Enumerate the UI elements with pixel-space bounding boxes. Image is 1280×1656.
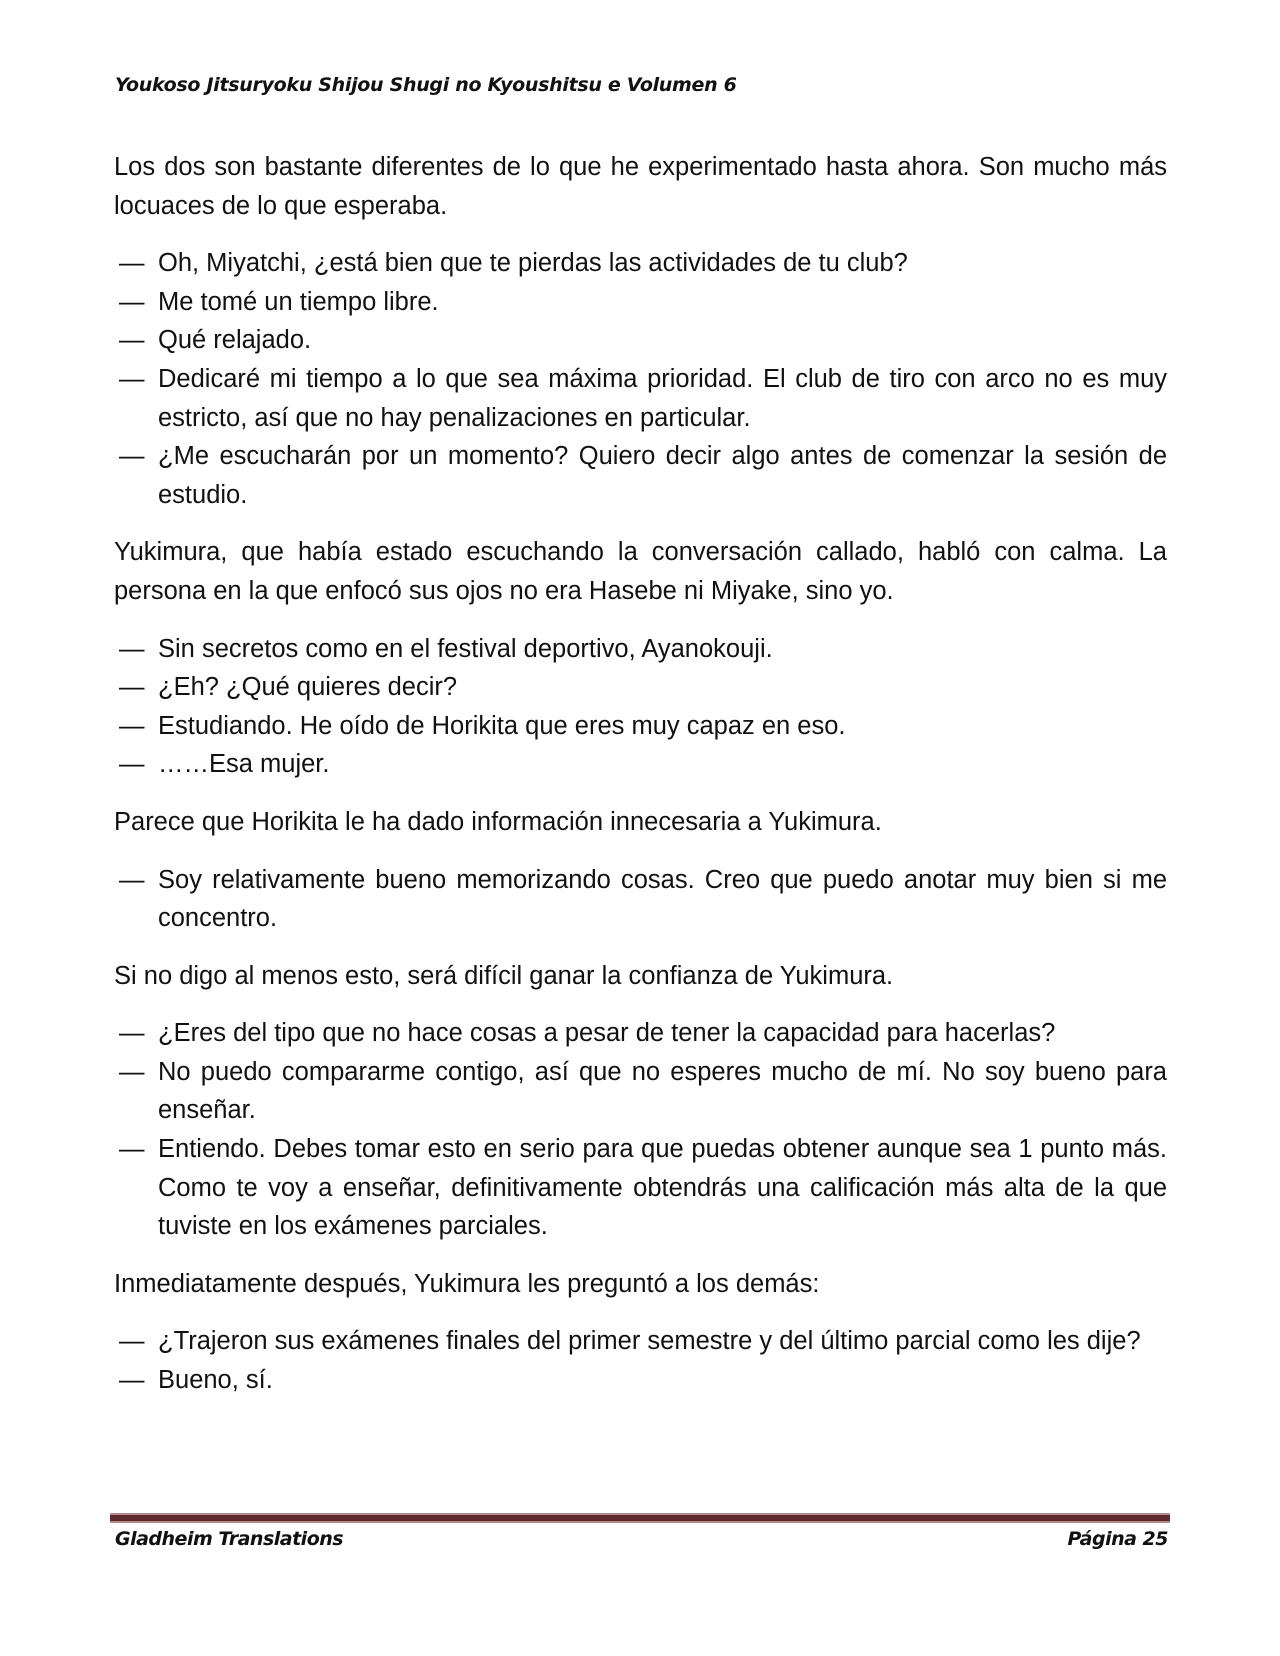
dialogue-line <box>114 437 1167 514</box>
page-number: Página 25 <box>1067 1528 1168 1550</box>
dialogue-dash: — <box>119 1327 145 1356</box>
narration-paragraph: Los dos son bastante diferentes de lo que he experimentado hasta ahora. Son mucho más locuaces de lo que esperaba. <box>114 153 1167 220</box>
dialogue-block <box>114 630 1167 784</box>
dialogue-line <box>114 283 1167 322</box>
dialogue-text: ¿Me escucharán por un momento? Quiero decir algo antes de comenzar la sesión de estudio. <box>158 442 1167 509</box>
dialogue-dash: — <box>119 249 145 278</box>
dialogue-text: Bueno, sí. <box>158 1366 273 1395</box>
narration-paragraph: Si no digo al menos esto, será difícil ganar la confianza de Yukimura. <box>114 961 894 990</box>
dialogue-line <box>114 360 1167 437</box>
dialogue-dash: — <box>119 1135 145 1164</box>
dialogue-dash: — <box>119 442 145 471</box>
footer-publisher: Gladheim Translations <box>115 1528 344 1550</box>
dialogue-block <box>114 244 1167 514</box>
running-header: Youkoso Jitsuryoku Shijou Shugi no Kyoushitsu e Volumen 6 <box>115 74 737 96</box>
dialogue-line <box>114 745 1167 784</box>
dialogue-dash: — <box>119 711 145 740</box>
dialogue-line <box>114 707 1167 746</box>
dialogue-block <box>114 1322 1167 1399</box>
dialogue-line <box>114 1361 1167 1400</box>
dialogue-text: Soy relativamente bueno memorizando cosas. Creo que puedo anotar muy bien si me concentro. <box>158 865 1167 933</box>
dialogue-line <box>114 1322 1167 1361</box>
dialogue-text: No puedo compararme contigo, así que no esperes mucho de mí. No soy bueno para enseñar. <box>158 1057 1167 1125</box>
dialogue-text: Oh, Miyatchi, ¿está bien que te pierdas las actividades de tu club? <box>158 249 908 278</box>
dialogue-dash: — <box>119 673 145 702</box>
dialogue-text: Entiendo. Debes tomar esto en serio para que puedas obtener aunque sea 1 punto más. Como te voy a enseñar, definitivamente obtendrás una calificación más alta de la que tuviste en los exámenes parciales. <box>158 1135 1167 1241</box>
dialogue-text: Estudiando. He oído de Horikita que eres muy capaz en eso. <box>158 711 846 740</box>
dialogue-line <box>114 630 1167 669</box>
narration-paragraph: Yukimura, que había estado escuchando la conversación callado, habló con calma. La persona en la que enfocó sus ojos no era Hasebe ni Miyake, sino yo. <box>114 538 1167 605</box>
footer-rule <box>110 1513 1170 1523</box>
dialogue-dash: — <box>119 1366 145 1395</box>
narration-paragraph: Inmediatamente después, Yukimura les preguntó a los demás: <box>114 1269 820 1298</box>
dialogue-text: ……Esa mujer. <box>158 750 330 779</box>
dialogue-block <box>114 861 1167 938</box>
dialogue-line <box>114 244 1167 283</box>
dialogue-text: Dedicaré mi tiempo a lo que sea máxima prioridad. El club de tiro con arco no es muy estricto, así que no hay penalizaciones en particular. <box>158 364 1167 432</box>
narration-paragraph: Parece que Horikita le ha dado información innecesaria a Yukimura. <box>114 807 882 836</box>
dialogue-text: ¿Eh? ¿Qué quieres decir? <box>158 673 458 702</box>
dialogue-text: Qué relajado. <box>158 326 312 355</box>
dialogue-dash: — <box>119 326 145 355</box>
dialogue-dash: — <box>119 750 145 779</box>
dialogue-dash: — <box>119 1057 145 1086</box>
dialogue-line <box>114 1014 1167 1053</box>
page-body <box>114 148 1167 1419</box>
dialogue-text: Me tomé un tiempo libre. <box>158 287 439 316</box>
dialogue-dash: — <box>119 634 145 663</box>
dialogue-line <box>114 861 1167 938</box>
dialogue-line <box>114 668 1167 707</box>
dialogue-block <box>114 1014 1167 1246</box>
dialogue-text: Sin secretos como en el festival deportivo, Ayanokouji. <box>158 634 773 663</box>
dialogue-text: ¿Eres del tipo que no hace cosas a pesar de tener la capacidad para hacerlas? <box>158 1019 1056 1048</box>
dialogue-text: ¿Trajeron sus exámenes finales del primer semestre y del último parcial como les dije? <box>158 1327 1141 1356</box>
dialogue-line <box>114 1130 1167 1246</box>
dialogue-dash: — <box>119 287 145 316</box>
dialogue-dash: — <box>119 1019 145 1048</box>
dialogue-line <box>114 321 1167 360</box>
dialogue-dash: — <box>119 364 145 393</box>
dialogue-line <box>114 1053 1167 1130</box>
dialogue-dash: — <box>119 865 145 894</box>
